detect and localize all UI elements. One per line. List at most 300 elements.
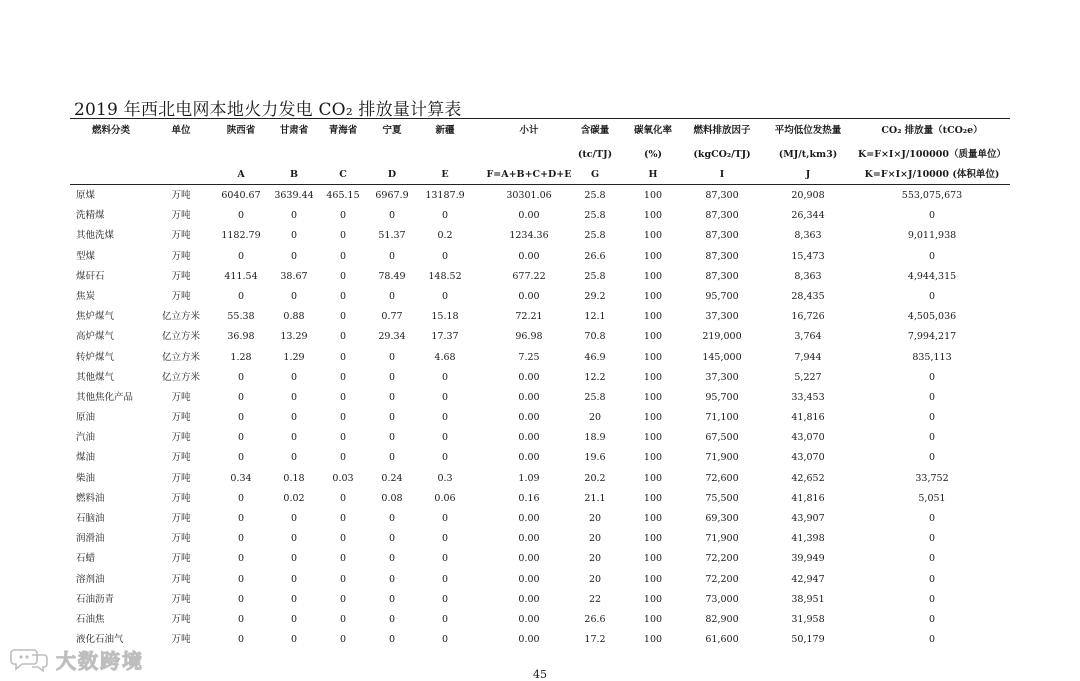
cell-oxidation-rate: 100 [643,613,663,625]
cell-heat-value: 20,908 [791,190,825,201]
table-row [70,186,1010,206]
cell-qinghai: 0 [339,513,347,524]
cell-fuel-name: 转炉煤气 [76,351,115,363]
cell-qinghai: 0 [339,452,347,464]
cell-carbon-content: 20 [588,573,602,585]
cell-emission-factor: 87,300 [705,210,739,222]
cell-xinjiang: 0.2 [437,230,453,242]
cell-carbon-content: 25.8 [584,270,606,282]
cell-unit: 万吨 [171,573,191,585]
cell-heat-value: 15,473 [791,250,825,262]
cell-gansu: 38.67 [280,270,308,282]
cell-carbon-content: 29.2 [584,290,606,302]
cell-co2-emission: 0 [928,553,936,565]
cell-carbon-content: 20 [588,513,602,524]
cell-co2-emission: 4,944,315 [907,270,957,282]
cell-gansu: 0 [290,290,298,302]
cell-heat-value: 43,070 [791,452,825,464]
cell-qinghai: 0 [339,613,347,625]
header-subtotal: 小计 [519,125,539,136]
table-row [70,529,1010,549]
cell-gansu: 0 [290,513,298,524]
cell-emission-factor: 87,300 [705,230,739,242]
cell-subtotal: 677.22 [512,270,546,282]
cell-subtotal: 0.16 [518,492,540,504]
table-row [70,630,1010,650]
cell-unit: 万吨 [171,634,191,646]
cell-ningxia: 0 [388,412,396,424]
cell-subtotal: 0.00 [518,391,540,403]
cell-gansu: 0 [290,391,298,403]
header-gansu: 甘肃省 [279,125,309,136]
cell-unit: 万吨 [171,472,191,484]
cell-shaanxi: 0.34 [230,472,252,484]
table-row [70,226,1010,246]
cell-unit: 万吨 [171,250,191,262]
cell-co2-emission: 7,994,217 [907,331,957,343]
cell-heat-value: 43,070 [791,432,825,444]
cell-subtotal: 0.00 [518,452,540,464]
cell-oxidation-rate: 100 [643,634,663,646]
cell-oxidation-rate: 100 [643,210,663,222]
table-row [70,408,1010,428]
table-body [70,186,1010,650]
cell-fuel-name: 燃料油 [76,492,105,504]
cell-carbon-content: 22 [588,593,602,605]
cell-subtotal: 0.00 [518,513,540,524]
cell-heat-value: 41,398 [791,533,825,545]
cell-carbon-content: 25.8 [584,391,606,403]
cell-shaanxi: 0 [237,492,245,504]
cell-xinjiang: 0 [441,613,449,625]
cell-fuel-name: 型煤 [76,250,96,262]
cell-subtotal: 30301.06 [506,190,552,201]
cell-ningxia: 0 [388,634,396,646]
cell-oxidation-rate: 100 [643,371,663,383]
header-shaanxi: 陕西省 [226,125,256,136]
cell-oxidation-rate: 100 [643,311,663,323]
cell-oxidation-rate: 100 [643,452,663,464]
cell-xinjiang: 0 [441,513,449,524]
cell-qinghai: 0 [339,250,347,262]
cell-shaanxi: 0 [237,371,245,383]
cell-unit: 万吨 [171,230,191,242]
cell-shaanxi: 1.28 [230,351,252,363]
cell-ningxia: 0.08 [381,492,403,504]
cell-xinjiang: 0 [441,553,449,565]
cell-heat-value: 3,764 [794,331,822,343]
cell-co2-emission: 0 [928,573,936,585]
cell-unit: 万吨 [171,593,191,605]
cell-carbon-content: 25.8 [584,210,606,222]
cell-oxidation-rate: 100 [643,351,663,363]
cell-fuel-name: 柴油 [76,472,96,484]
header-unit: 单位 [171,125,191,136]
cell-gansu: 0 [290,230,298,242]
header-unit-i: (kgCO₂/TJ) [693,149,751,160]
cell-qinghai: 0 [339,311,347,323]
cell-shaanxi: 6040.67 [221,190,261,201]
cell-emission-factor: 145,000 [702,351,742,363]
cell-co2-emission: 4,505,036 [907,311,957,323]
cell-emission-factor: 72,600 [705,472,739,484]
cell-subtotal: 0.00 [518,573,540,585]
cell-ningxia: 78.49 [378,270,406,282]
cell-carbon-content: 25.8 [584,230,606,242]
cell-xinjiang: 4.68 [434,351,456,363]
header-emission-factor: 燃料排放因子 [693,125,751,136]
cell-oxidation-rate: 100 [643,290,663,302]
cell-co2-emission: 0 [928,250,936,262]
cell-subtotal: 0.00 [518,250,540,262]
table-row [70,388,1010,408]
cell-fuel-name: 焦炭 [76,290,96,302]
cell-emission-factor: 72,200 [705,553,739,565]
cell-oxidation-rate: 100 [643,250,663,262]
header-xinjiang: 新疆 [435,125,455,136]
cell-ningxia: 0 [388,593,396,605]
cell-co2-emission: 9,011,938 [907,230,957,242]
cell-ningxia: 0 [388,351,396,363]
header-letter-h: H [648,169,658,180]
cell-heat-value: 7,944 [794,351,822,363]
cell-co2-emission: 0 [928,593,936,605]
cell-emission-factor: 219,000 [702,331,742,343]
cell-oxidation-rate: 100 [643,432,663,444]
cell-co2-emission: 0 [928,391,936,403]
header-row-units [70,145,1010,165]
cell-gansu: 0 [290,432,298,444]
cell-co2-emission: 33,752 [915,472,949,484]
cell-qinghai: 0 [339,290,347,302]
cell-co2-emission: 835,113 [912,351,952,363]
cell-emission-factor: 82,900 [705,613,739,625]
cell-carbon-content: 18.9 [584,432,606,444]
header-letter-a: A [237,169,245,180]
cell-qinghai: 0 [339,391,347,403]
cell-fuel-name: 其他洗煤 [76,230,115,242]
cell-unit: 万吨 [171,391,191,403]
header-row-letters [70,165,1010,185]
cell-xinjiang: 0.06 [434,492,456,504]
cell-co2-emission: 0 [928,371,936,383]
cell-ningxia: 29.34 [378,331,406,343]
table-row [70,469,1010,489]
cell-unit: 万吨 [171,553,191,565]
cell-shaanxi: 411.54 [224,270,258,282]
cell-gansu: 0 [290,533,298,545]
cell-xinjiang: 0 [441,371,449,383]
cell-shaanxi: 0 [237,513,245,524]
cell-heat-value: 8,363 [794,270,822,282]
header-letter-g: G [590,169,600,180]
cell-co2-emission: 0 [928,533,936,545]
cell-subtotal: 0.00 [518,613,540,625]
cell-fuel-name: 洗精煤 [76,210,105,222]
table-row [70,327,1010,347]
cell-xinjiang: 0.3 [437,472,453,484]
chat-bubble-icon [10,646,50,672]
cell-ningxia: 0 [388,250,396,262]
cell-carbon-content: 46.9 [584,351,606,363]
cell-gansu: 13.29 [280,331,308,343]
cell-heat-value: 33,453 [791,391,825,403]
cell-unit: 万吨 [171,270,191,282]
cell-unit: 万吨 [171,432,191,444]
cell-subtotal: 96.98 [515,331,543,343]
cell-fuel-name: 其他焦化产品 [76,391,134,403]
cell-qinghai: 0 [339,270,347,282]
cell-oxidation-rate: 100 [643,593,663,605]
cell-shaanxi: 0 [237,290,245,302]
cell-ningxia: 0 [388,432,396,444]
cell-shaanxi: 0 [237,452,245,464]
cell-gansu: 0 [290,634,298,646]
cell-oxidation-rate: 100 [643,553,663,565]
cell-unit: 万吨 [171,210,191,222]
cell-carbon-content: 26.6 [584,613,606,625]
cell-carbon-content: 19.6 [584,452,606,464]
cell-unit: 亿立方米 [161,371,200,383]
cell-shaanxi: 0 [237,533,245,545]
cell-oxidation-rate: 100 [643,270,663,282]
cell-emission-factor: 87,300 [705,270,739,282]
cell-fuel-name: 其他煤气 [76,371,115,383]
cell-ningxia: 0 [388,452,396,464]
cell-shaanxi: 0 [237,634,245,646]
header-carbon-content: 含碳量 [580,125,610,136]
cell-xinjiang: 0 [441,533,449,545]
cell-gansu: 0.18 [283,472,305,484]
cell-ningxia: 0 [388,210,396,222]
cell-emission-factor: 69,300 [705,513,739,524]
cell-fuel-name: 溶剂油 [76,573,105,585]
cell-qinghai: 0 [339,492,347,504]
cell-heat-value: 5,227 [794,371,822,383]
cell-heat-value: 39,949 [791,553,825,565]
cell-emission-factor: 72,200 [705,573,739,585]
cell-emission-factor: 67,500 [705,432,739,444]
header-unit-g: (tc/TJ) [577,149,613,160]
header-ningxia: 宁夏 [382,125,402,136]
cell-ningxia: 0 [388,290,396,302]
cell-shaanxi: 0 [237,573,245,585]
table-row [70,348,1010,368]
cell-oxidation-rate: 100 [643,190,663,201]
header-oxidation-rate: 碳氧化率 [633,125,672,136]
cell-xinjiang: 0 [441,432,449,444]
cell-fuel-name: 石油沥青 [76,593,115,605]
cell-shaanxi: 0 [237,593,245,605]
cell-unit: 万吨 [171,290,191,302]
cell-emission-factor: 95,700 [705,391,739,403]
cell-unit: 万吨 [171,513,191,524]
cell-qinghai: 0 [339,230,347,242]
cell-co2-emission: 0 [928,432,936,444]
table-header-rule [70,184,1010,185]
cell-shaanxi: 1182.79 [221,230,261,242]
cell-fuel-name: 原煤 [76,190,96,201]
cell-emission-factor: 75,500 [705,492,739,504]
cell-qinghai: 0 [339,331,347,343]
cell-xinjiang: 0 [441,250,449,262]
header-co2-emission: CO₂ 排放量（tCO₂e） [881,125,983,136]
cell-heat-value: 26,344 [791,210,825,222]
cell-subtotal: 0.00 [518,593,540,605]
cell-gansu: 0.02 [283,492,305,504]
cell-gansu: 0.88 [283,311,305,323]
cell-heat-value: 50,179 [791,634,825,646]
cell-gansu: 1.29 [283,351,305,363]
cell-co2-emission: 0 [928,613,936,625]
cell-qinghai: 0 [339,553,347,565]
cell-qinghai: 0 [339,351,347,363]
cell-shaanxi: 0 [237,210,245,222]
cell-qinghai: 0 [339,593,347,605]
table-top-rule [70,118,1010,119]
cell-emission-factor: 71,100 [705,412,739,424]
cell-subtotal: 7.25 [518,351,540,363]
page-number: 45 [533,668,547,681]
cell-oxidation-rate: 100 [643,472,663,484]
cell-shaanxi: 0 [237,613,245,625]
cell-oxidation-rate: 100 [643,492,663,504]
table-row [70,206,1010,226]
header-letter-d: D [387,169,397,180]
cell-gansu: 0 [290,371,298,383]
cell-xinjiang: 0 [441,452,449,464]
table-row [70,287,1010,307]
cell-xinjiang: 0 [441,391,449,403]
cell-xinjiang: 0 [441,593,449,605]
cell-emission-factor: 61,600 [705,634,739,646]
watermark-text: 大数跨境 [56,648,144,673]
cell-unit: 万吨 [171,190,191,201]
table-row [70,448,1010,468]
cell-gansu: 0 [290,250,298,262]
cell-qinghai: 0.03 [332,472,354,484]
cell-ningxia: 0 [388,391,396,403]
cell-oxidation-rate: 100 [643,533,663,545]
cell-xinjiang: 0 [441,210,449,222]
cell-gansu: 0 [290,412,298,424]
table-row [70,549,1010,569]
cell-gansu: 0 [290,593,298,605]
cell-qinghai: 0 [339,210,347,222]
cell-gansu: 0 [290,210,298,222]
header-heat-value: 平均低位发热量 [774,125,842,136]
cell-subtotal: 0.00 [518,371,540,383]
cell-fuel-name: 煤油 [76,452,96,464]
cell-subtotal: 0.00 [518,553,540,565]
cell-qinghai: 0 [339,412,347,424]
cell-shaanxi: 0 [237,553,245,565]
header-unit-h: (%) [643,149,663,160]
cell-shaanxi: 0 [237,412,245,424]
cell-carbon-content: 20 [588,533,602,545]
cell-unit: 万吨 [171,613,191,625]
cell-ningxia: 0 [388,513,396,524]
cell-unit: 万吨 [171,452,191,464]
cell-carbon-content: 26.6 [584,250,606,262]
header-letter-j: J [805,169,811,180]
cell-ningxia: 0 [388,613,396,625]
cell-unit: 万吨 [171,492,191,504]
cell-co2-emission: 553,075,673 [901,190,963,201]
table-row [70,610,1010,630]
cell-emission-factor: 71,900 [705,533,739,545]
table-row [70,267,1010,287]
cell-shaanxi: 0 [237,250,245,262]
cell-xinjiang: 13187.9 [425,190,465,201]
cell-xinjiang: 0 [441,412,449,424]
cell-oxidation-rate: 100 [643,230,663,242]
cell-carbon-content: 20 [588,412,602,424]
cell-heat-value: 41,816 [791,492,825,504]
cell-subtotal: 0.00 [518,432,540,444]
table-row [70,570,1010,590]
header-letter-c: C [339,169,347,180]
cell-heat-value: 31,958 [791,613,825,625]
cell-gansu: 0 [290,613,298,625]
cell-gansu: 0 [290,553,298,565]
cell-fuel-name: 液化石油气 [76,634,124,646]
cell-emission-factor: 37,300 [705,311,739,323]
cell-qinghai: 0 [339,371,347,383]
cell-oxidation-rate: 100 [643,513,663,524]
cell-xinjiang: 15.18 [431,311,459,323]
table-row [70,307,1010,327]
cell-subtotal: 0.00 [518,533,540,545]
cell-fuel-name: 石脑油 [76,513,105,524]
cell-subtotal: 72.21 [515,311,543,323]
cell-ningxia: 0 [388,553,396,565]
header-formula-volume: K=F×I×J/10000 (体积单位) [864,169,1000,180]
cell-ningxia: 0.77 [381,311,403,323]
watermark [10,645,144,673]
cell-gansu: 0 [290,452,298,464]
cell-subtotal: 0.00 [518,210,540,222]
cell-qinghai: 465.15 [326,190,360,201]
table-row [70,509,1010,529]
cell-unit: 亿立方米 [161,351,200,363]
cell-fuel-name: 润滑油 [76,533,105,545]
cell-carbon-content: 20 [588,553,602,565]
cell-emission-factor: 95,700 [705,290,739,302]
cell-unit: 亿立方米 [161,311,200,323]
cell-oxidation-rate: 100 [643,391,663,403]
cell-qinghai: 0 [339,432,347,444]
cell-fuel-name: 煤矸石 [76,270,105,282]
cell-emission-factor: 73,000 [705,593,739,605]
cell-co2-emission: 5,051 [918,492,946,504]
cell-qinghai: 0 [339,634,347,646]
cell-shaanxi: 55.38 [227,311,255,323]
cell-fuel-name: 原油 [76,412,96,424]
table-row [70,247,1010,267]
cell-heat-value: 28,435 [791,290,825,302]
cell-ningxia: 0 [388,573,396,585]
table-row [70,428,1010,448]
header-letter-b: B [289,169,299,180]
cell-qinghai: 0 [339,533,347,545]
cell-carbon-content: 12.1 [584,311,606,323]
cell-subtotal: 0.00 [518,634,540,646]
cell-fuel-name: 焦炉煤气 [76,311,115,323]
cell-heat-value: 8,363 [794,230,822,242]
cell-ningxia: 0 [388,533,396,545]
cell-co2-emission: 0 [928,452,936,464]
